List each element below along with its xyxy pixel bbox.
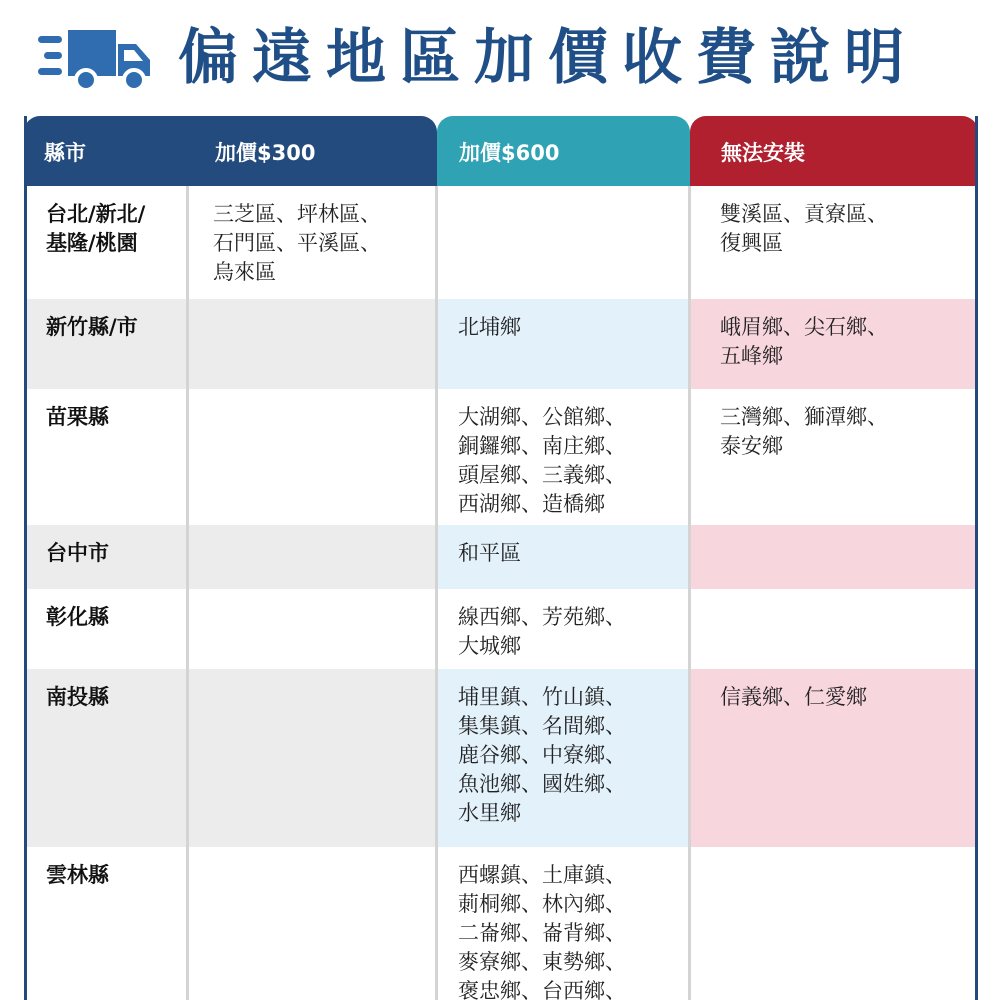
cell-plus300: 三芝區、坪林區、 石門區、平溪區、 烏來區 [187,186,437,299]
cell-no-install: 峨眉鄉、尖石鄉、 五峰鄉 [690,299,975,389]
column-divider [435,186,438,299]
column-divider [186,389,189,525]
cell-plus300 [187,389,437,525]
table-row [27,847,975,1000]
column-divider [435,847,438,1000]
cell-plus300 [187,589,437,669]
column-divider [435,589,438,669]
page-header [0,0,1000,116]
cell-plus600: 和平區 [437,525,690,589]
column-divider [688,389,691,525]
column-divider [186,186,189,299]
header-plus300: 加價$300 [207,116,437,186]
table-row [27,299,975,389]
cell-plus600: 大湖鄉、公館鄉、 銅鑼鄉、南庄鄉、 頭屋鄉、三義鄉、 西湖鄉、造橋鄉 [437,389,690,525]
column-divider [688,847,691,1000]
column-divider [435,525,438,589]
cell-plus600: 北埔鄉 [437,299,690,389]
cell-no-install: 三灣鄉、獅潭鄉、 泰安鄉 [690,389,975,525]
surcharge-table [24,116,978,1000]
cell-plus300 [187,669,437,847]
table-header [27,116,975,186]
cell-plus600 [437,186,690,299]
column-divider [688,589,691,669]
column-divider [186,669,189,847]
column-divider [186,525,189,589]
cell-plus600: 西螺鎮、土庫鎮、 莿桐鄉、林內鄉、 二崙鄉、崙背鄉、 麥寮鄉、東勢鄉、 褒忠鄉、台西鄉、 [437,847,690,1000]
column-divider [688,186,691,299]
cell-city: 台北/新北/ 基隆/桃園 [27,186,187,299]
cell-plus300 [187,299,437,389]
cell-city: 南投縣 [27,669,187,847]
column-divider [688,525,691,589]
column-divider [186,847,189,1000]
table-row [27,389,975,525]
cell-plus600: 埔里鎮、竹山鎮、 集集鎮、名間鄉、 鹿谷鄉、中寮鄉、 魚池鄉、國姓鄉、 水里鄉 [437,669,690,847]
cell-no-install [690,847,975,1000]
cell-city: 新竹縣/市 [27,299,187,389]
cell-no-install [690,589,975,669]
header-plus600: 加價$600 [437,116,690,186]
delivery-truck-icon [38,24,154,94]
column-divider [435,389,438,525]
column-divider [435,669,438,847]
header-no-install: 無法安裝 [690,116,978,186]
cell-plus300 [187,847,437,1000]
cell-plus600: 線西鄉、芳苑鄉、 大城鄉 [437,589,690,669]
cell-no-install: 雙溪區、貢寮區、 復興區 [690,186,975,299]
column-divider [688,299,691,389]
table-row [27,525,975,589]
cell-city: 苗栗縣 [27,389,187,525]
table-row [27,669,975,847]
column-divider [186,299,189,389]
table-row [27,589,975,669]
cell-plus300 [187,525,437,589]
table-body [27,186,975,1000]
cell-city: 台中市 [27,525,187,589]
cell-no-install [690,525,975,589]
cell-city: 雲林縣 [27,847,187,1000]
column-divider [688,669,691,847]
column-divider [435,299,438,389]
cell-no-install: 信義鄉、仁愛鄉 [690,669,975,847]
header-city: 縣市 [24,116,207,186]
table-row [27,186,975,299]
cell-city: 彰化縣 [27,589,187,669]
page-title: 偏遠地區加價收費說明 [178,23,918,93]
column-divider [186,589,189,669]
